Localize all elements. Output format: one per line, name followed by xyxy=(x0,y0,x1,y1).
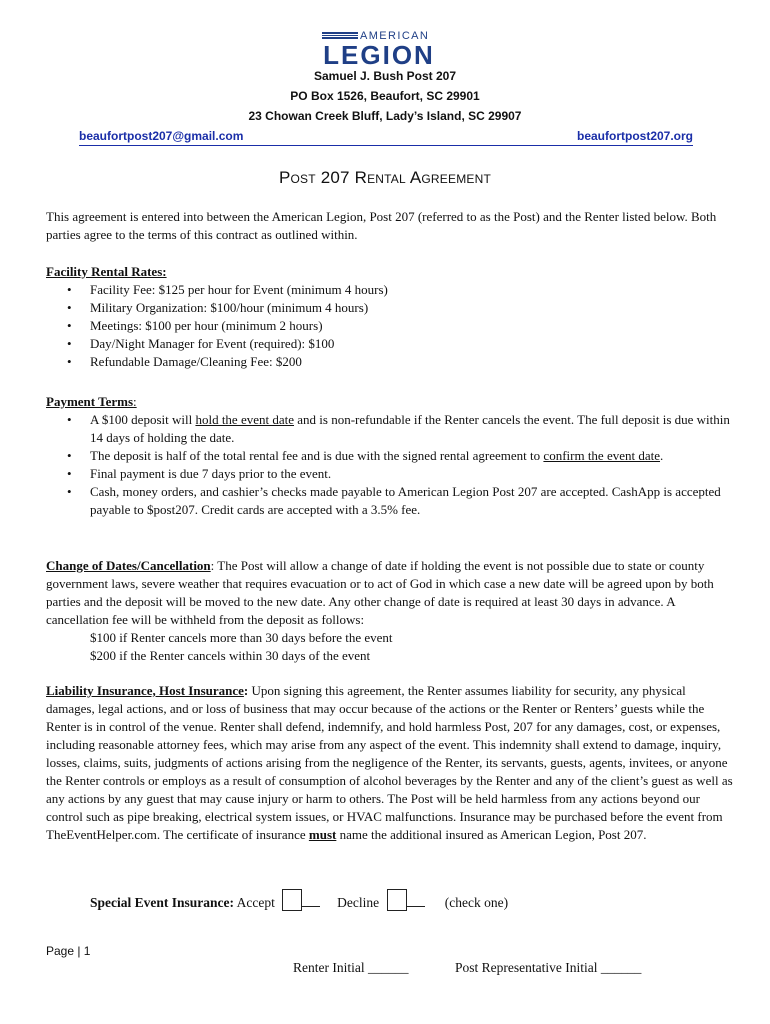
accept-label: Accept xyxy=(236,895,275,910)
must-emphasis: must xyxy=(308,827,337,842)
american-legion-logo xyxy=(322,30,436,70)
rates-list xyxy=(46,281,736,371)
decline-checkbox[interactable] xyxy=(387,889,407,911)
check-one-note: (check one) xyxy=(444,895,509,910)
logo-top-word: AMERICAN xyxy=(360,30,430,42)
post-representative-initial-field[interactable]: Post Representative Initial ______ xyxy=(455,960,642,975)
payment-item-text: A $100 deposit will xyxy=(90,412,196,427)
payment-list xyxy=(46,411,736,519)
payment-item-methods: • Cash, money orders, and cashier’s checks made payable to American Legion Post 207 are accepted. CashApp is accepted payable to $post207. Credit cards are accepted with a 3.5% fee. xyxy=(46,483,736,519)
liability-end: name the additional insured as American Legion, Post 207. xyxy=(336,827,647,842)
post-name: Samuel J. Bush Post 207 xyxy=(313,69,457,83)
po-box-address: PO Box 1526, Beaufort, SC 29901 xyxy=(290,89,480,103)
payment-item-underlined: confirm the event date xyxy=(543,448,661,463)
decline-blank xyxy=(407,906,425,907)
payment-item-half xyxy=(46,447,736,465)
liability-paragraph xyxy=(46,682,736,844)
payment-item-text: and is non-refundable if the Renter cancels the event. The full deposit is due within 14 days of holding the date. xyxy=(90,412,730,445)
rate-item: • Facility Fee: $125 per hour for Event (minimum 4 hours) xyxy=(46,281,736,299)
rate-item: • Refundable Damage/Cleaning Fee: $200 xyxy=(46,353,736,371)
special-event-insurance-row xyxy=(90,889,508,912)
payment-item-final: • Final payment is due 7 days prior to the event. xyxy=(46,465,736,483)
rate-item: • Military Organization: $100/hour (minimum 4 hours) xyxy=(46,299,736,317)
cancellation-fee-1: $100 if Renter cancels more than 30 days before the event xyxy=(90,630,393,645)
liability-body: Upon signing this agreement, the Renter assumes liability for security, any physical damages, legal actions, and or loss of business that may occur because of the actions or the Renter or Renters’ guests while the Renter is in control of the venue. Renter shall defend, indemnify, and hold harmless Post, 207 for any damages, cost, or expenses, including reasonable attorney fees, which may arise from any aspect of the event. This indemnity shall extend to damage, inquiry, losses, claims, suits, judgments of actions arising from the negligence of the Renter, its servants, guests, agents, invitees, or anyone the Renter controls or employs as a result of consumption of alcohol beverages by the Renter and any of the client’s guest as well as any actions by any guest that may cause injury or harm to others. The Post will be held harmless from any actions beyond our control such as pipe breaking, electrical system issues, or HVAC malfunctions. Insurance may be purchased before the event from TheEventHelper.com. The certificate of insurance xyxy=(46,683,733,842)
payment-item-underlined: hold the event date xyxy=(195,412,295,427)
rates-heading: Facility Rental Rates: xyxy=(46,264,167,279)
renter-initial-field[interactable]: Renter Initial ______ xyxy=(293,960,409,975)
email-link[interactable]: beaufortpost207@gmail.com xyxy=(79,129,244,143)
liability-colon: : xyxy=(243,683,249,698)
cancellation-fee-2: $200 if the Renter cancels within 30 days of the event xyxy=(90,648,371,663)
payment-item-text: . xyxy=(660,448,664,463)
special-insurance-label: Special Event Insurance: xyxy=(90,895,235,910)
payment-item-deposit xyxy=(46,411,736,447)
rate-item: • Meetings: $100 per hour (minimum 2 hours) xyxy=(46,317,736,335)
accept-checkbox[interactable] xyxy=(282,889,302,911)
rate-item: • Day/Night Manager for Event (required): $100 xyxy=(46,335,736,353)
website-link[interactable]: beaufortpost207.org xyxy=(576,129,693,143)
payment-heading-text: Payment Terms xyxy=(46,394,134,409)
payment-heading-colon: : xyxy=(133,394,137,409)
decline-label: Decline xyxy=(337,895,380,910)
logo-main-word: LEGION xyxy=(323,40,435,70)
payment-heading xyxy=(46,393,137,411)
accept-blank xyxy=(302,906,320,907)
change-cancellation-paragraph xyxy=(46,557,736,665)
payment-item-text: The deposit is half of the total rental fee and is due with the signed rental agreement to xyxy=(90,448,544,463)
contact-links xyxy=(79,128,693,146)
change-heading: Change of Dates/Cancellation xyxy=(46,558,211,573)
intro-paragraph: This agreement is entered into between the American Legion, Post 207 (referred to as the Post) and the Renter listed below. Both parties agree to the terms of this contract as outlined within. xyxy=(46,209,717,242)
street-address: 23 Chowan Creek Bluff, Lady’s Island, SC 29907 xyxy=(248,109,522,123)
logo-stripes-icon xyxy=(322,32,358,40)
change-body: : The Post will allow a change of date if holding the event is not possible due to state or county government laws, severe weather that requires evacuation or to act of God in which case a new date will be agreed upon by both parties and the deposit will be moved to the new date. Any other change of date is required at least 30 days in advance. A cancellation fee will be withheld from the deposit as follows: xyxy=(46,558,714,627)
document-title: Post 207 Rental Agreement xyxy=(278,168,491,187)
page-number: Page | 1 xyxy=(46,944,91,958)
liability-heading: Liability Insurance, Host Insurance xyxy=(46,683,244,698)
